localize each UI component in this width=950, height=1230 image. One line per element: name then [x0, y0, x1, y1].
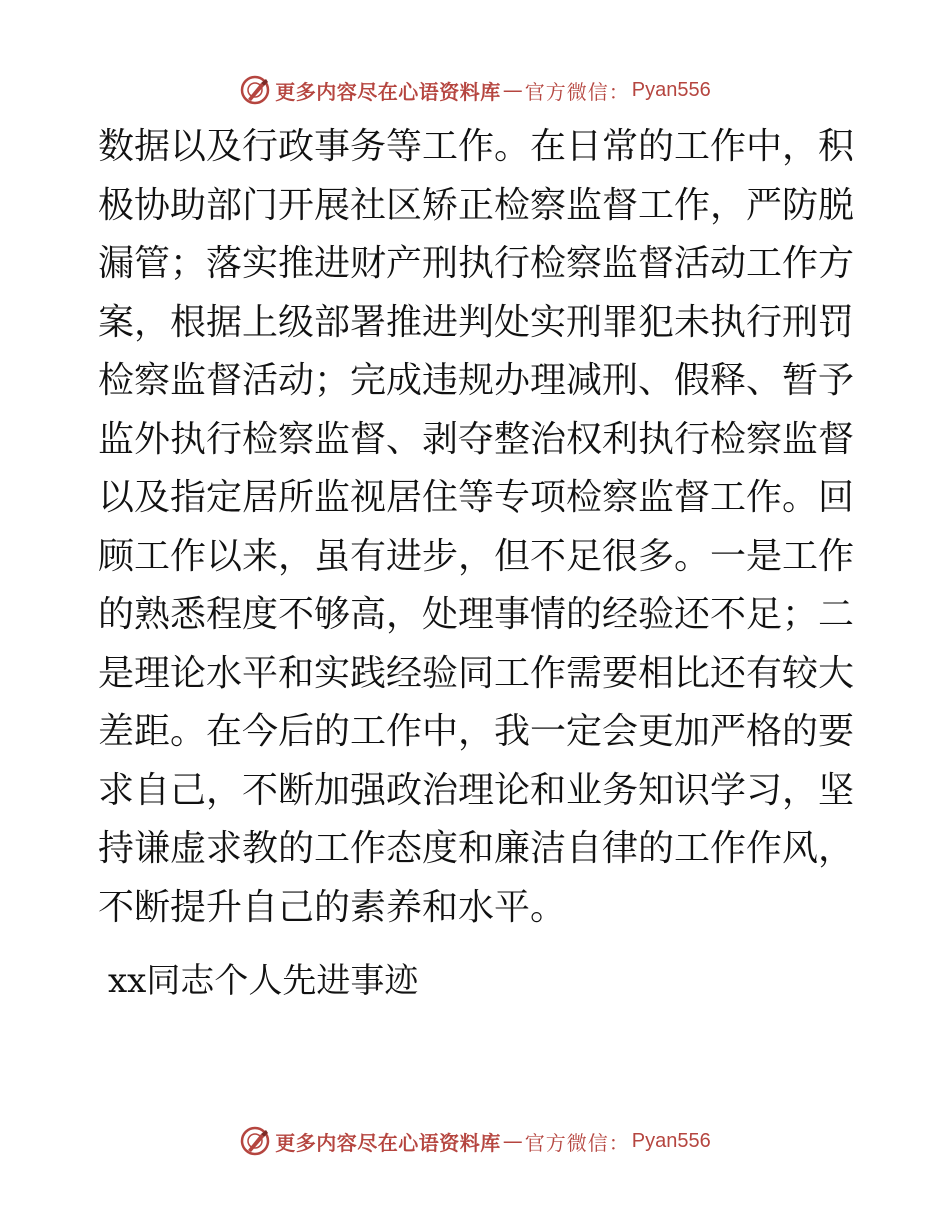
pen-logo-icon [239, 74, 271, 106]
document-body [98, 118, 858, 937]
watermark-sub-text: 官方微信： [524, 79, 630, 104]
watermark-wechat-id: Pyan556 [631, 1129, 711, 1152]
watermark-sub-text: 官方微信： [524, 1130, 630, 1155]
pen-logo-icon [239, 1125, 271, 1157]
watermark-dash: — [502, 1129, 523, 1153]
footer-watermark [0, 1121, 950, 1161]
section-heading: xx同志个人先进事迹 [108, 961, 419, 1001]
body-paragraph: 数据以及行政事务等工作。在日常的工作中，积极协助部门开展社区矫正检察监督工作，严防脱漏管；落实推进财产刑执行检察监督活动工作方案，根据上级部署推进判处实刑罪犯未执行刑罚检察监督活动；完成违规办理减刑、假释、暂予监外执行检察监督、剥夺整治权利执行检察监督以及指定居所监视居住等专项检察监督工作。回顾工作以来，虽有进步，但不足很多。一是工作的熟悉程度不够高，处理事情的经验还不足；二是理论水平和实践经验同工作需要相比还有较大差距。在今后的工作中，我一定会更加严格的要求自己，不断加强政治理论和业务知识学习，坚持谦虚求教的工作态度和廉洁自律的工作作风，不断提升自己的素养和水平。 [98, 126, 855, 928]
watermark-main-text: 更多内容尽在心语资料库 [275, 79, 501, 104]
header-watermark [0, 70, 950, 110]
watermark-dash: — [502, 78, 523, 102]
watermark-main-text: 更多内容尽在心语资料库 [275, 1130, 501, 1155]
watermark-wechat-id: Pyan556 [631, 78, 711, 101]
